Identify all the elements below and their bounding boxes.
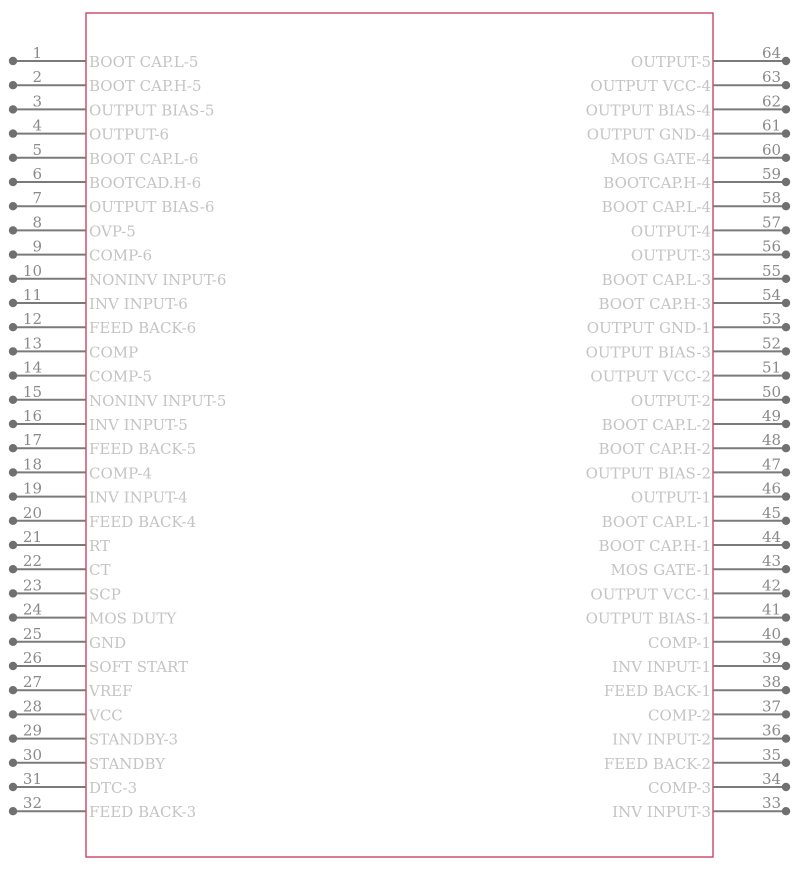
pin-terminal xyxy=(782,492,790,500)
pin-label: BOOT CAP.L-4 xyxy=(601,198,711,217)
pin-terminal xyxy=(782,517,790,525)
pin-number: 63 xyxy=(762,68,782,87)
pin-number: 47 xyxy=(762,455,782,474)
pin-number: 20 xyxy=(22,503,42,522)
pin-number: 38 xyxy=(762,673,782,692)
pin-number: 16 xyxy=(22,407,42,425)
pin-number: 50 xyxy=(762,382,782,401)
pin-label: BOOT CAP.L-3 xyxy=(601,270,711,289)
pin-number: 30 xyxy=(22,745,42,764)
pin-number: 43 xyxy=(762,552,782,571)
pin-number: 61 xyxy=(762,116,782,135)
pin-number: 11 xyxy=(22,286,42,304)
pin-label: OUTPUT-4 xyxy=(630,222,711,241)
pin-label: OUTPUT BIAS-5 xyxy=(89,101,215,120)
pin-label: BOOT CAP.L-5 xyxy=(89,53,199,71)
pin-terminal xyxy=(9,154,17,162)
pin-terminal xyxy=(782,178,790,186)
pin-number: 49 xyxy=(762,407,782,425)
pin-number: 55 xyxy=(762,261,782,280)
pin-number: 18 xyxy=(22,455,42,474)
pin-terminal xyxy=(782,759,790,767)
pin-number: 12 xyxy=(22,310,42,329)
pin-number: 35 xyxy=(762,745,782,764)
pin-label: FEED BACK-5 xyxy=(89,440,197,459)
pin-number: 21 xyxy=(22,528,42,546)
pin-label: FEED BACK-1 xyxy=(603,682,711,701)
pin-terminal xyxy=(782,565,790,573)
pin-number: 37 xyxy=(762,697,782,716)
pin-label: OUTPUT GND-4 xyxy=(586,125,711,144)
pin-number: 3 xyxy=(32,92,42,111)
pin-number: 41 xyxy=(762,600,782,619)
pin-number: 27 xyxy=(22,673,42,692)
pin-number: 42 xyxy=(762,576,782,595)
pin-label: OUTPUT-2 xyxy=(630,391,711,410)
pin-terminal xyxy=(782,323,790,331)
pin-terminal xyxy=(9,565,17,573)
pin-number: 15 xyxy=(22,382,42,401)
pin-terminal xyxy=(9,105,17,113)
pin-label: OUTPUT BIAS-4 xyxy=(585,101,711,120)
pin-label: FEED BACK-3 xyxy=(89,803,197,822)
pin-terminal xyxy=(9,129,17,137)
pin-number: 44 xyxy=(762,528,782,546)
pin-terminal xyxy=(782,638,790,646)
pin-number: 22 xyxy=(22,552,42,571)
pin-terminal xyxy=(9,734,17,742)
pin-number: 57 xyxy=(762,213,782,232)
pin-label: COMP-3 xyxy=(647,779,711,797)
pin-label: OUTPUT GND-1 xyxy=(586,319,711,338)
pin-terminal xyxy=(9,759,17,767)
pin-label: FEED BACK-4 xyxy=(89,512,197,531)
pin-number: 2 xyxy=(32,68,42,87)
pin-number: 31 xyxy=(22,770,42,788)
pin-terminal xyxy=(782,57,790,65)
pin-label: OUTPUT BIAS-3 xyxy=(585,343,711,362)
pin-label: OUTPUT-3 xyxy=(630,246,711,265)
pin-terminal xyxy=(9,468,17,476)
pin-terminal xyxy=(9,686,17,694)
pin-terminal xyxy=(9,662,17,670)
pin-label: COMP xyxy=(89,343,139,362)
pin-label: OUTPUT-6 xyxy=(89,125,170,144)
pin-terminal xyxy=(782,396,790,404)
pin-terminal xyxy=(9,299,17,307)
pin-label: COMP-4 xyxy=(89,464,153,483)
pin-label: OVP-5 xyxy=(89,222,136,241)
pin-terminal xyxy=(9,638,17,646)
pin-number: 60 xyxy=(762,140,782,159)
pin-number: 26 xyxy=(22,649,42,667)
pin-number: 24 xyxy=(22,600,42,619)
pin-label: MOS GATE-4 xyxy=(610,149,711,168)
pin-label: OUTPUT-5 xyxy=(630,53,711,71)
pin-terminal xyxy=(782,686,790,694)
pin-terminal xyxy=(782,250,790,258)
pin-terminal xyxy=(782,299,790,307)
pin-terminal xyxy=(782,347,790,355)
pin-terminal xyxy=(782,420,790,428)
pin-label: OUTPUT VCC-2 xyxy=(590,367,711,386)
pin-label: BOOT CAP.L-6 xyxy=(89,149,199,168)
pin-label: OUTPUT BIAS-2 xyxy=(585,464,711,483)
pin-label: OUTPUT VCC-1 xyxy=(590,585,711,604)
pin-terminal xyxy=(9,250,17,258)
pin-number: 34 xyxy=(762,770,782,788)
pin-number: 40 xyxy=(762,624,782,643)
pin-label: FEED BACK-6 xyxy=(89,319,197,338)
pin-terminal xyxy=(9,420,17,428)
pin-label: INV INPUT-2 xyxy=(612,730,711,749)
pin-number: 53 xyxy=(762,310,782,329)
pin-terminal xyxy=(9,275,17,283)
pin-number: 17 xyxy=(22,431,42,450)
pin-number: 33 xyxy=(762,794,782,813)
pin-label: MOS GATE-1 xyxy=(610,561,711,580)
pin-label: FEED BACK-2 xyxy=(603,754,711,773)
pin-number: 23 xyxy=(22,576,42,595)
pin-number: 19 xyxy=(22,479,42,498)
pin-label: OUTPUT VCC-4 xyxy=(590,77,711,96)
pin-terminal xyxy=(782,807,790,815)
pin-label: OUTPUT BIAS-6 xyxy=(89,198,215,217)
pin-terminal xyxy=(9,613,17,621)
pin-terminal xyxy=(782,468,790,476)
pin-terminal xyxy=(782,81,790,89)
pin-number: 48 xyxy=(762,431,782,450)
pin-terminal xyxy=(9,371,17,379)
pin-label: RT xyxy=(89,537,111,555)
pin-terminal xyxy=(9,783,17,791)
pin-number: 9 xyxy=(32,237,42,256)
pin-label: CT xyxy=(89,561,111,580)
pin-terminal xyxy=(782,613,790,621)
pin-label: STANDBY-3 xyxy=(89,730,179,749)
pin-terminal xyxy=(9,202,17,210)
pin-label: SOFT START xyxy=(89,658,189,676)
pin-terminal xyxy=(9,226,17,234)
pin-label: BOOT CAP.H-2 xyxy=(598,440,711,459)
pin-terminal xyxy=(9,57,17,65)
pin-number: 39 xyxy=(762,649,782,667)
pin-terminal xyxy=(782,202,790,210)
pin-terminal xyxy=(782,226,790,234)
pin-terminal xyxy=(782,734,790,742)
pin-terminal xyxy=(9,807,17,815)
pin-number: 45 xyxy=(762,503,782,522)
pin-number: 64 xyxy=(762,44,782,62)
pin-number: 56 xyxy=(762,237,782,256)
pin-number: 46 xyxy=(762,479,782,498)
pin-terminal xyxy=(782,129,790,137)
pin-number: 1 xyxy=(32,44,42,62)
pin-number: 6 xyxy=(32,165,42,183)
pin-terminal xyxy=(9,444,17,452)
pin-label: INV INPUT-4 xyxy=(89,488,188,507)
pin-terminal xyxy=(9,81,17,89)
pin-terminal xyxy=(9,541,17,549)
pin-number: 28 xyxy=(22,697,42,716)
pin-terminal xyxy=(782,589,790,597)
pin-number: 25 xyxy=(22,624,42,643)
pin-terminal xyxy=(782,541,790,549)
pin-terminal xyxy=(9,710,17,718)
pin-number: 29 xyxy=(22,721,42,740)
pin-number: 5 xyxy=(32,140,42,159)
pin-terminal xyxy=(782,444,790,452)
pin-label: INV INPUT-6 xyxy=(89,295,188,313)
pin-label: COMP-1 xyxy=(647,633,711,652)
pin-number: 10 xyxy=(22,261,42,280)
pin-label: INV INPUT-5 xyxy=(89,416,188,434)
pin-terminal xyxy=(782,154,790,162)
pin-number: 7 xyxy=(32,189,42,208)
pin-terminal xyxy=(782,783,790,791)
pin-number: 4 xyxy=(32,116,42,135)
pin-terminal xyxy=(782,662,790,670)
pin-number: 13 xyxy=(22,334,42,353)
pin-label: BOOT CAP.H-1 xyxy=(598,537,711,555)
pin-label: VCC xyxy=(89,706,123,725)
pin-terminal xyxy=(9,178,17,186)
pin-label: SCP xyxy=(89,585,121,604)
pin-number: 32 xyxy=(22,794,42,813)
pin-terminal xyxy=(9,347,17,355)
pin-label: BOOTCAP.H-4 xyxy=(603,174,711,192)
pin-number: 52 xyxy=(762,334,782,353)
pin-number: 51 xyxy=(762,358,782,377)
pin-terminal xyxy=(9,396,17,404)
pin-label: NONINV INPUT-5 xyxy=(89,391,227,410)
pin-label: DTC-3 xyxy=(89,779,138,797)
pin-label: BOOT CAP.H-3 xyxy=(598,295,711,313)
pin-label: INV INPUT-1 xyxy=(612,658,711,676)
pin-terminal xyxy=(782,105,790,113)
pin-number: 59 xyxy=(762,165,782,183)
pin-label: OUTPUT BIAS-1 xyxy=(585,609,711,628)
pin-label: STANDBY xyxy=(89,754,166,773)
pin-terminal xyxy=(9,517,17,525)
pin-label: VREF xyxy=(89,682,133,701)
pin-terminal xyxy=(782,371,790,379)
pin-label: BOOT CAP.L-1 xyxy=(601,512,711,531)
pin-label: GND xyxy=(89,633,127,652)
pin-label: COMP-5 xyxy=(89,367,153,386)
pin-number: 62 xyxy=(762,92,782,111)
pin-terminal xyxy=(782,710,790,718)
pin-label: NONINV INPUT-6 xyxy=(89,270,227,289)
pin-terminal xyxy=(9,323,17,331)
pin-number: 14 xyxy=(22,358,42,377)
pin-terminal xyxy=(9,492,17,500)
pin-label: INV INPUT-3 xyxy=(612,803,711,822)
pin-label: COMP-2 xyxy=(647,706,711,725)
pin-label: BOOT CAP.H-5 xyxy=(89,77,202,96)
pin-label: OUTPUT-1 xyxy=(630,488,711,507)
pin-label: BOOTCAD.H-6 xyxy=(89,174,202,192)
pin-number: 36 xyxy=(762,721,782,740)
pin-label: MOS DUTY xyxy=(89,609,177,628)
pin-number: 54 xyxy=(762,286,782,304)
pin-number: 58 xyxy=(762,189,782,208)
pin-terminal xyxy=(9,589,17,597)
pin-terminal xyxy=(782,275,790,283)
pin-label: BOOT CAP.L-2 xyxy=(601,416,711,434)
pin-label: COMP-6 xyxy=(89,246,153,265)
pin-number: 8 xyxy=(32,213,42,232)
